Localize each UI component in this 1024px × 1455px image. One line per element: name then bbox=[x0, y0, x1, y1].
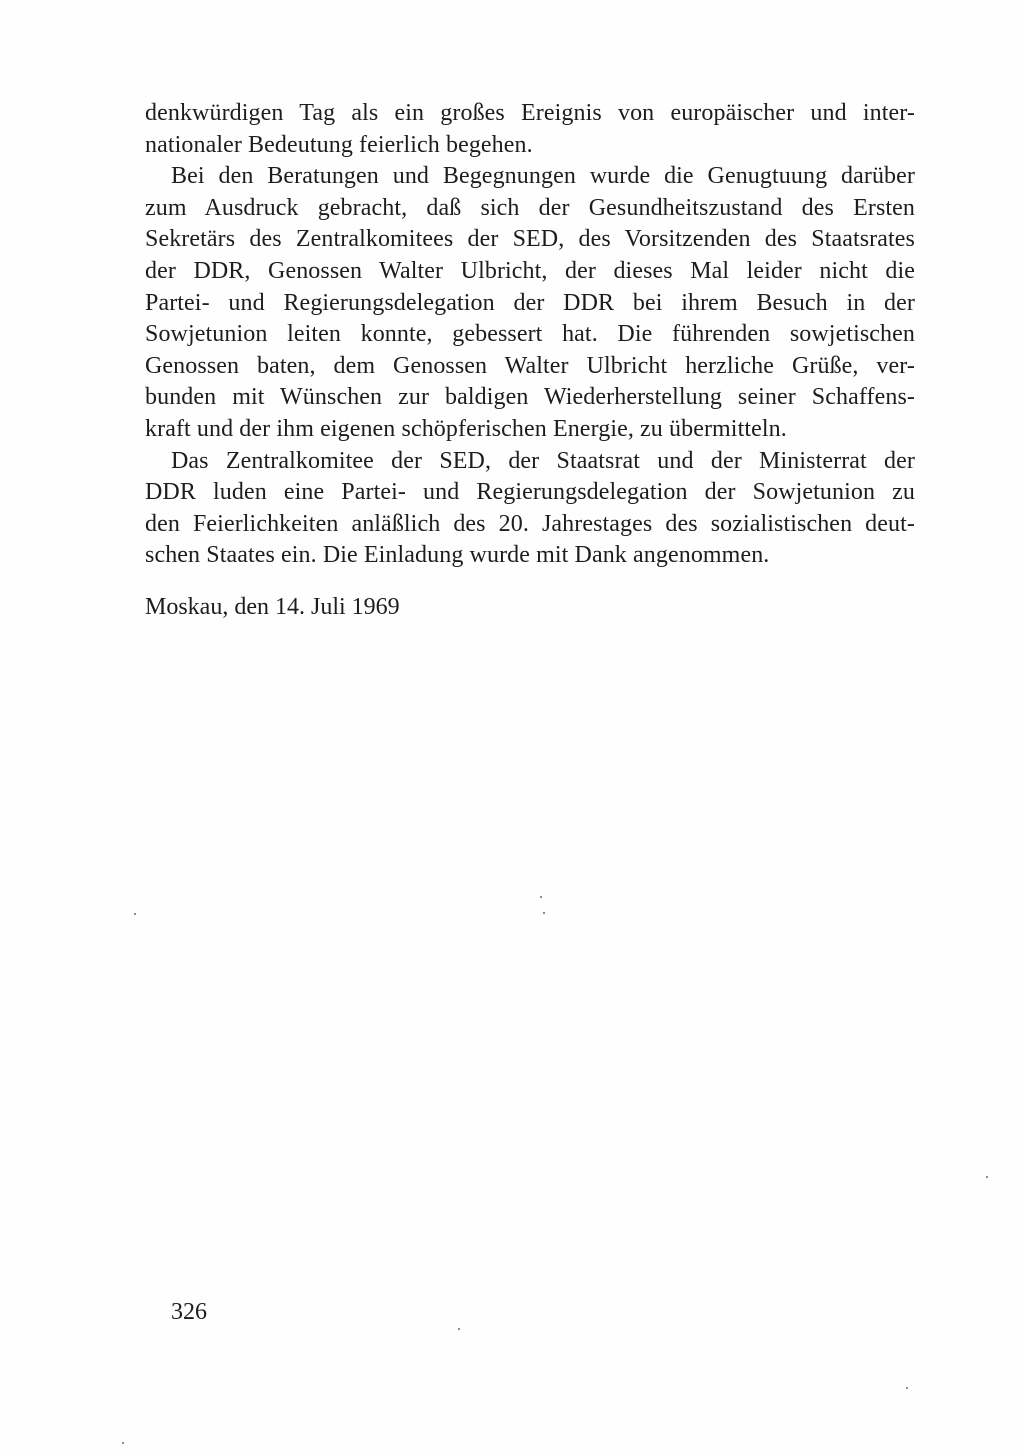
scan-speck bbox=[134, 913, 136, 915]
text-line: schen Staates ein. Die Einladung wurde mit Dank angenommen. bbox=[145, 542, 770, 569]
text-line: nationaler Bedeutung feierlich begehen. bbox=[145, 131, 533, 158]
text-line: der DDR, Genossen Walter Ulbricht, der dieses Mal leider nicht die bbox=[145, 257, 915, 284]
text-line: Sowjetunion leiten konnte, gebessert hat. Die führenden sowjetischen bbox=[145, 321, 915, 348]
page-number: 326 bbox=[171, 1299, 207, 1325]
scan-speck bbox=[906, 1387, 908, 1389]
text-line: kraft und der ihm eigenen schöpferischen Energie, zu übermitteln. bbox=[145, 415, 787, 442]
text-line: Genossen baten, dem Genossen Walter Ulbricht herzliche Grüße, ver- bbox=[145, 352, 915, 379]
scan-speck bbox=[543, 912, 545, 914]
text-line: Partei- und Regierungsdelegation der DDR bei ihrem Besuch in der bbox=[145, 289, 915, 316]
text-line: bunden mit Wünschen zur baldigen Wiederherstellung seiner Schaffens- bbox=[145, 384, 915, 411]
scan-speck bbox=[986, 1176, 988, 1178]
place-date: Moskau, den 14. Juli 1969 bbox=[145, 594, 400, 620]
scan-speck bbox=[540, 896, 542, 898]
text-line: DDR luden eine Partei- und Regierungsdelegation der Sowjetunion zu bbox=[145, 479, 915, 506]
text-line: zum Ausdruck gebracht, daß sich der Gesundheitszustand des Ersten bbox=[145, 194, 915, 221]
text-line: Sekretärs des Zentralkomitees der SED, des Vorsitzenden des Staatsrates bbox=[145, 226, 915, 253]
scan-speck bbox=[122, 1442, 124, 1444]
text-line: den Feierlichkeiten anläßlich des 20. Jahrestages des sozialistischen deut- bbox=[145, 510, 915, 537]
text-line: Bei den Beratungen und Begegnungen wurde die Genugtuung darüber bbox=[171, 163, 915, 190]
text-line: denkwürdigen Tag als ein großes Ereignis von europäischer und inter- bbox=[145, 100, 915, 126]
scan-speck bbox=[458, 1328, 460, 1330]
text-line: Das Zentralkomitee der SED, der Staatsrat und der Ministerrat der bbox=[171, 447, 915, 474]
body-text bbox=[145, 98, 915, 572]
